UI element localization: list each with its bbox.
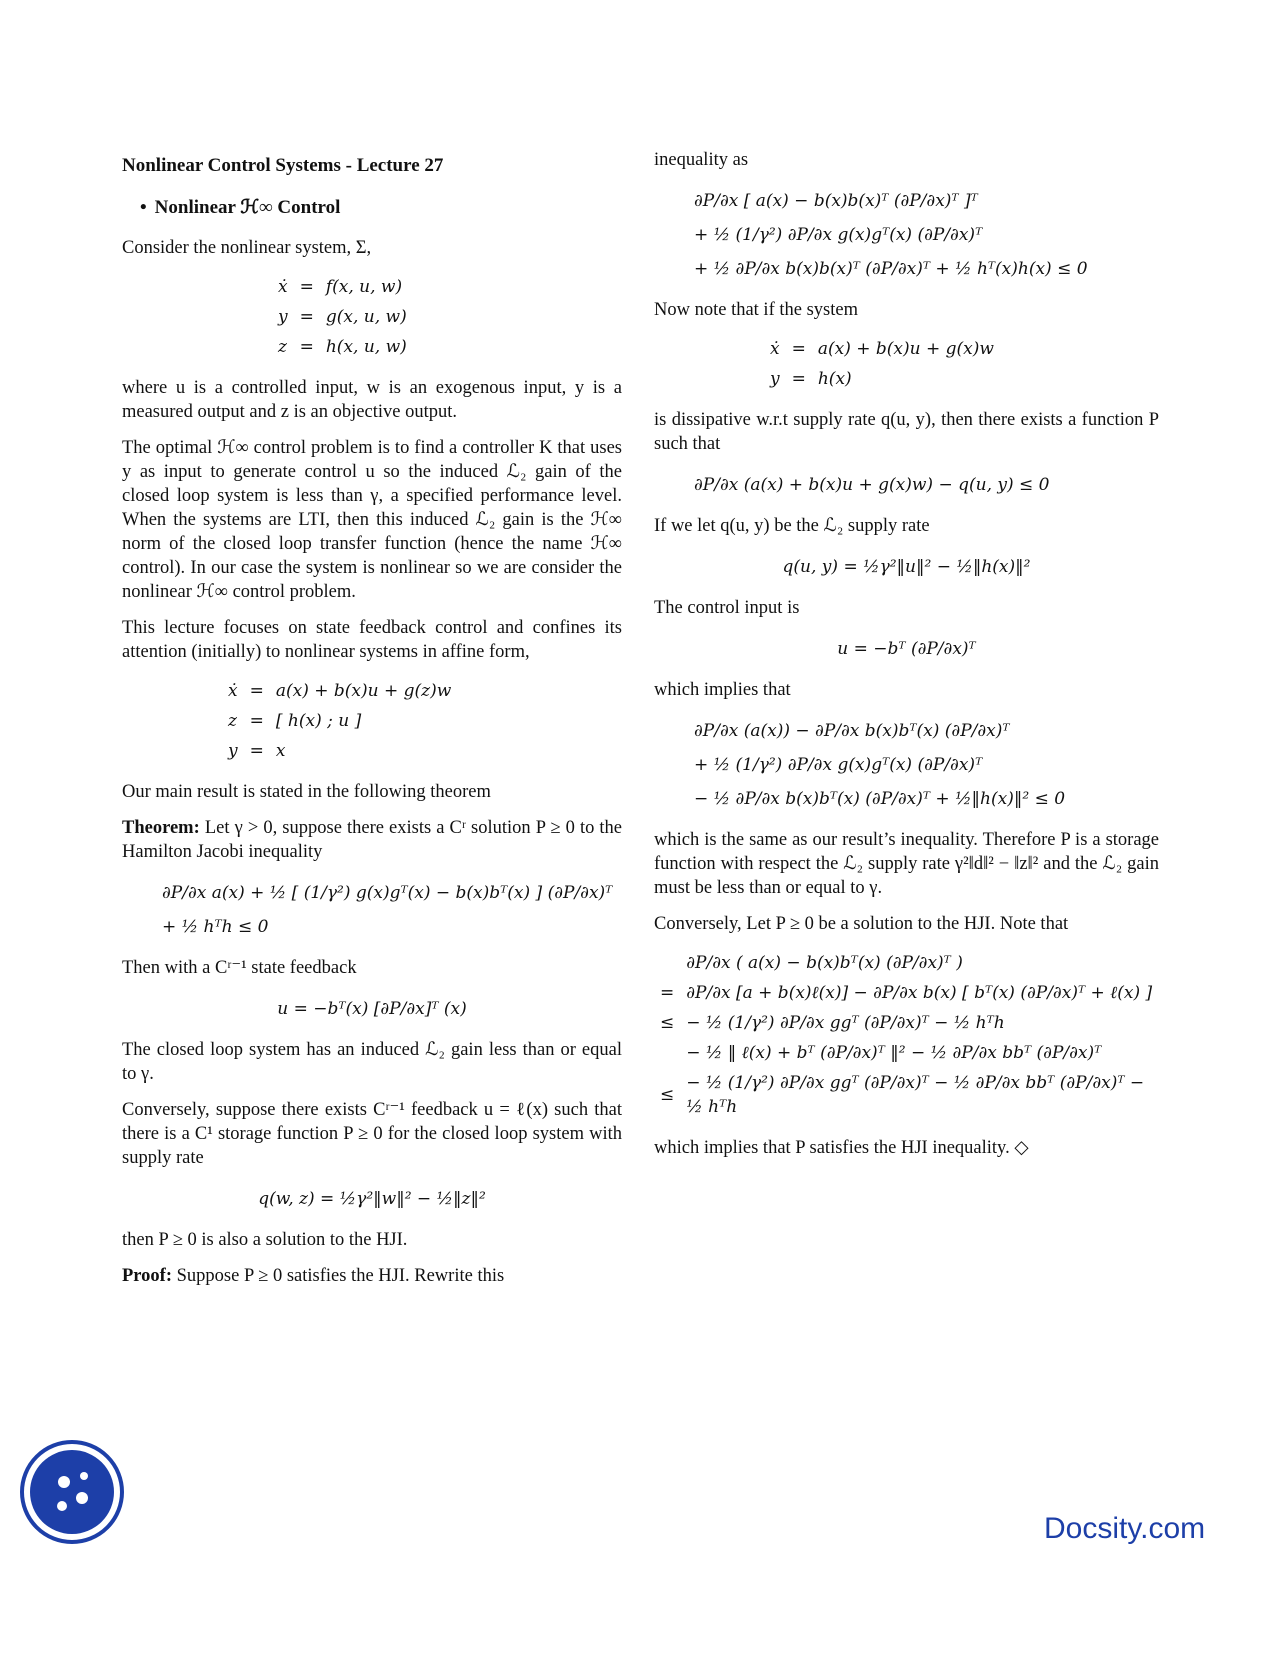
- implies-line: − ½ ∂P/∂x b(x)bᵀ(x) (∂P/∂x)ᵀ + ½‖h(x)‖² ≤ 0: [694, 789, 1066, 809]
- paragraph: Our main result is stated in the following theorem: [122, 782, 491, 802]
- ineq-line: + ½ (1/γ²) ∂P/∂x g(x)gᵀ(x) (∂P/∂x)ᵀ: [694, 225, 983, 245]
- paragraph: If we let q(u, y) be the ℒ₂ supply rate: [654, 516, 930, 536]
- derivation-row: [654, 1068, 1159, 1122]
- rewritten-inequality: [694, 184, 1159, 286]
- paragraph: which is the same as our result’s inequality. Therefore P is a storage function with respect the ℒ₂ supply rate γ²‖d‖² − ‖z‖² and the ℒ₂ gain must be less than or equal to γ.: [654, 830, 1159, 898]
- eq-op: =: [249, 711, 264, 731]
- eq-rhs: − ½ ‖ ℓ(x) + bᵀ (∂P/∂x)ᵀ ‖² − ½ ∂P/∂x bbᵀ (∂P/∂x)ᵀ: [686, 1043, 1102, 1063]
- theorem-label: Theorem:: [122, 818, 200, 838]
- equation-row: [272, 302, 413, 332]
- paragraph: which implies that P satisfies the HJI inequality. ◇: [654, 1138, 1029, 1158]
- eq-rhs: ∂P/∂x ( a(x) − b(x)bᵀ(x) (∂P/∂x)ᵀ ): [686, 953, 963, 973]
- eq-op: ≤: [660, 1013, 675, 1033]
- eq-lhs: ẋ: [278, 277, 288, 297]
- derivation-row: [654, 1008, 1159, 1038]
- eq-op: =: [660, 983, 675, 1003]
- paragraph: Now note that if the system: [654, 300, 858, 320]
- derivation-row: [654, 948, 1159, 978]
- converse-derivation: [654, 948, 1159, 1122]
- eq-rhs: f(x, u, w): [325, 277, 403, 297]
- paragraph: which implies that: [654, 680, 791, 700]
- ineq-line: + ½ ∂P/∂x b(x)b(x)ᵀ (∂P/∂x)ᵀ + ½ hᵀ(x)h(x) ≤ 0: [694, 259, 1088, 279]
- eq-op: =: [791, 339, 806, 359]
- eq-lhs: y: [770, 369, 780, 389]
- implies-line: + ½ (1/γ²) ∂P/∂x g(x)gᵀ(x) (∂P/∂x)ᵀ: [694, 755, 983, 775]
- eq-lhs: y: [278, 307, 288, 327]
- equation-row: [764, 364, 1000, 394]
- paragraph: inequality as: [654, 150, 749, 170]
- supply-rate-equation: q(u, y) = ½γ²‖u‖² − ½‖h(x)‖²: [782, 557, 1031, 577]
- implied-inequality: [694, 714, 1159, 816]
- derivation-row: [654, 1038, 1159, 1068]
- eq-rhs: ∂P/∂x [a + b(x)ℓ(x)] − ∂P/∂x b(x) [ bᵀ(x) (∂P/∂x)ᵀ + ℓ(x) ]: [686, 983, 1153, 1003]
- eq-op: =: [249, 681, 264, 701]
- eq-rhs: a(x) + b(x)u + g(x)w: [817, 339, 994, 359]
- eq-op: =: [299, 307, 314, 327]
- eq-rhs: a(x) + b(x)u + g(z)w: [275, 681, 452, 701]
- proof-label: Proof:: [122, 1266, 172, 1286]
- section-heading: [140, 196, 622, 220]
- eq-lhs: z: [228, 711, 237, 731]
- system-equations: [272, 272, 622, 362]
- eq-op: =: [249, 741, 264, 761]
- feedback-law: u = −bᵀ(x) [∂P/∂x]ᵀ (x): [277, 999, 467, 1019]
- eq-op: ≤: [660, 1085, 675, 1105]
- section-heading-text: Nonlinear ℋ∞ Control: [154, 197, 341, 218]
- paragraph: The closed loop system has an induced ℒ₂ gain less than or equal to γ.: [122, 1040, 622, 1084]
- paragraph: The control input is: [654, 598, 800, 618]
- ineq-line: ∂P/∂x [ a(x) − b(x)b(x)ᵀ (∂P/∂x)ᵀ ]ᵀ: [694, 191, 978, 211]
- equation-row: [272, 332, 413, 362]
- eq-op: =: [299, 337, 314, 357]
- hji-line: ∂P/∂x a(x) + ½ [ (1/γ²) g(x)gᵀ(x) − b(x)bᵀ(x) ] (∂P/∂x)ᵀ: [162, 883, 613, 903]
- paragraph: where u is a controlled input, w is an exogenous input, y is a measured output and z is an objective output.: [122, 378, 622, 422]
- proof: [122, 1264, 622, 1288]
- system-equations: [764, 334, 1159, 394]
- paragraph: then P ≥ 0 is also a solution to the HJI.: [122, 1230, 408, 1250]
- right-column: [654, 148, 1159, 1172]
- derivation-row: [654, 978, 1159, 1008]
- eq-rhs: − ½ (1/γ²) ∂P/∂x ggᵀ (∂P/∂x)ᵀ − ½ hᵀh: [686, 1013, 1005, 1033]
- hji-inequality: [162, 876, 622, 944]
- equation-row: [222, 706, 457, 736]
- eq-lhs: ẋ: [770, 339, 780, 359]
- hji-line: + ½ hᵀh ≤ 0: [162, 917, 269, 937]
- eq-op: =: [791, 369, 806, 389]
- affine-system-equations: [222, 676, 622, 766]
- docsity-logo-icon[interactable]: [18, 1438, 126, 1546]
- left-column: [122, 148, 622, 1300]
- eq-rhs: [ h(x) ; u ]: [275, 711, 362, 731]
- paragraph: Then with a Cʳ⁻¹ state feedback: [122, 958, 357, 978]
- theorem-text: Let γ > 0, suppose there exists a Cʳ solution P ≥ 0 to the Hamilton Jacobi inequality: [122, 818, 623, 862]
- eq-op: [654, 1038, 680, 1068]
- docsity-brand[interactable]: Docsity.com: [1044, 1512, 1206, 1545]
- equation-row: [222, 736, 457, 766]
- theorem: [122, 816, 622, 864]
- eq-rhs: h(x, u, w): [325, 337, 407, 357]
- bullet-icon: •: [140, 197, 147, 218]
- paragraph: This lecture focuses on state feedback control and confines its attention (initially) to nonlinear systems in affine form,: [122, 618, 622, 662]
- paragraph: Consider the nonlinear system, Σ,: [122, 238, 372, 258]
- paragraph: is dissipative w.r.t supply rate q(u, y), then there exists a function P such that: [654, 410, 1159, 454]
- eq-op: =: [299, 277, 314, 297]
- equation-row: [222, 676, 457, 706]
- dissipation-inequality: ∂P/∂x (a(x) + b(x)u + g(x)w) − q(u, y) ≤ 0: [694, 475, 1050, 495]
- page-title: Nonlinear Control Systems - Lecture 27: [122, 155, 444, 176]
- eq-rhs: − ½ (1/γ²) ∂P/∂x ggᵀ (∂P/∂x)ᵀ − ½ ∂P/∂x bbᵀ (∂P/∂x)ᵀ − ½ hᵀh: [686, 1073, 1145, 1117]
- paragraph: The optimal ℋ∞ control problem is to find a controller K that uses y as input to generate control u so the induced ℒ₂ gain of the closed loop system is less than γ, a specified performance level. When the systems are LTI, then this induced ℒ₂ gain is the ℋ∞ norm of the closed loop transfer function (hence the name ℋ∞ control). In our case the system is nonlinear so we are consider the nonlinear ℋ∞ control problem.: [122, 438, 622, 602]
- eq-rhs: g(x, u, w): [325, 307, 407, 327]
- equation-row: [272, 272, 413, 302]
- equation-row: [764, 334, 1000, 364]
- paragraph: Conversely, Let P ≥ 0 be a solution to the HJI. Note that: [654, 914, 1069, 934]
- eq-rhs: h(x): [817, 369, 852, 389]
- proof-text: Suppose P ≥ 0 satisfies the HJI. Rewrite this: [176, 1266, 505, 1286]
- eq-lhs: y: [228, 741, 238, 761]
- paragraph: Conversely, suppose there exists Cʳ⁻¹ feedback u = ℓ(x) such that there is a C¹ storage function P ≥ 0 for the closed loop system with supply rate: [122, 1100, 622, 1168]
- eq-lhs: ẋ: [228, 681, 238, 701]
- supply-rate-equation: q(w, z) = ½γ²‖w‖² − ½‖z‖²: [258, 1189, 486, 1209]
- eq-rhs: x: [275, 741, 286, 761]
- eq-op: [654, 948, 680, 978]
- eq-lhs: z: [278, 337, 287, 357]
- implies-line: ∂P/∂x (a(x)) − ∂P/∂x b(x)bᵀ(x) (∂P/∂x)ᵀ: [694, 721, 1010, 741]
- control-input-equation: u = −bᵀ (∂P/∂x)ᵀ: [837, 639, 976, 659]
